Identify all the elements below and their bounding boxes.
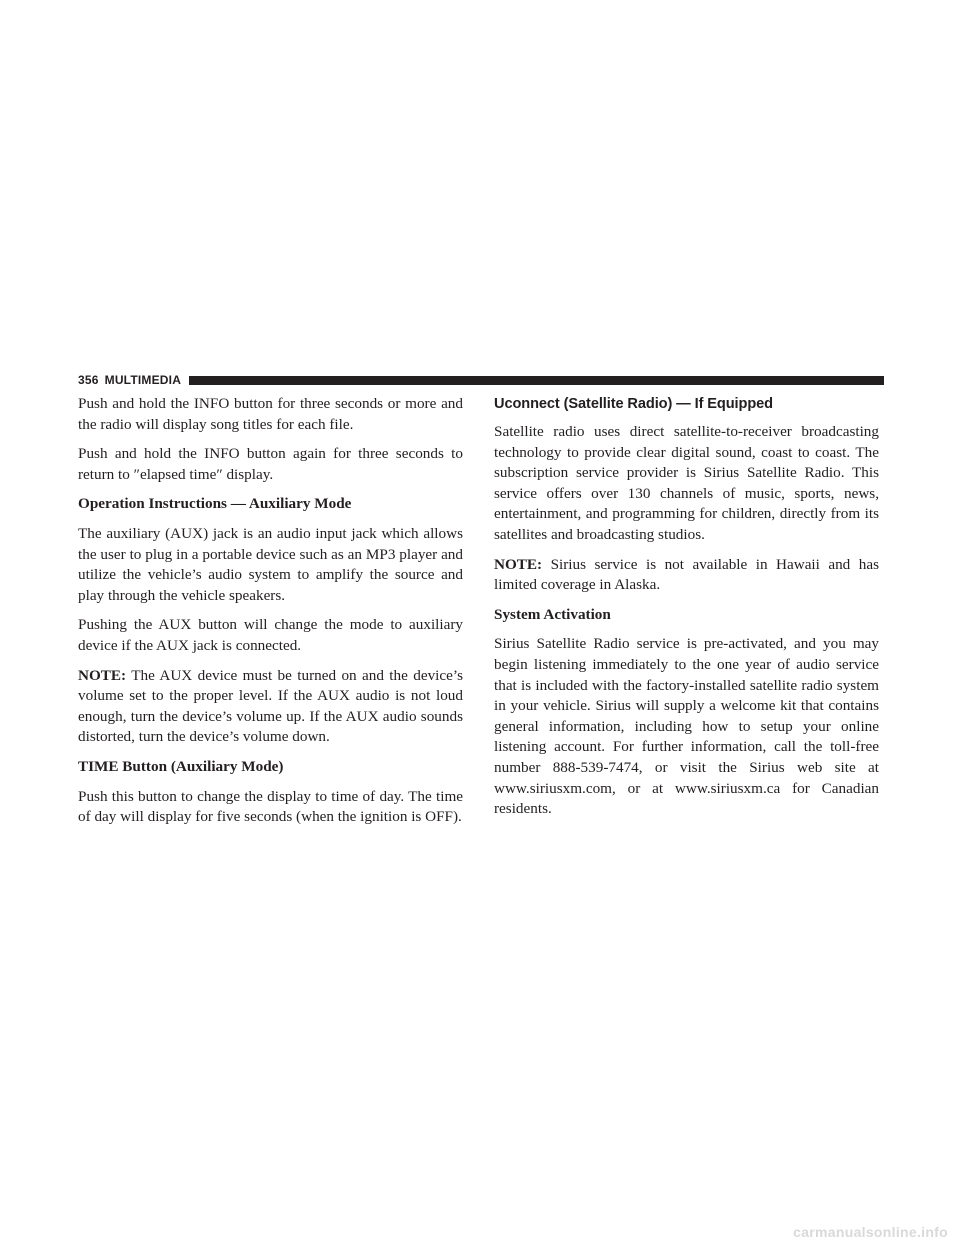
heading-satellite-radio: Uconnect (Satellite Radio) — If Equipped — [494, 396, 773, 412]
paragraph-aux-button: Pushing the AUX button will change the mode to auxiliary device if the AUX jack is connected. — [78, 616, 463, 654]
paragraph-info-hold: Push and hold the INFO button for three seconds or more and the radio will display song titles for each file. — [78, 395, 463, 433]
header-rule — [189, 376, 884, 385]
note-text: Sirius service is not available in Hawaii and has limited coverage in Alaska. — [494, 555, 879, 594]
note-aux-device — [78, 666, 463, 748]
heading-system-activation: System Activation — [494, 605, 611, 623]
heading-aux-mode: Operation Instructions — Auxiliary Mode — [78, 495, 352, 513]
heading-time-button: TIME Button (Auxiliary Mode) — [78, 757, 284, 775]
watermark: carmanualsonline.info — [793, 1224, 948, 1240]
paragraph-aux-jack: The auxiliary (AUX) jack is an audio input jack which allows the user to plug in a portable device such as an MP3 player and utilize the vehicle’s audio system to amplify the source and play through the vehicle speakers. — [78, 524, 463, 604]
left-column — [78, 394, 463, 837]
right-column — [494, 394, 879, 829]
paragraph-info-return: Push and hold the INFO button again for three seconds to return to ″elapsed time″ display. — [78, 445, 463, 483]
page-number: 356 — [78, 373, 99, 387]
note-sirius-coverage — [494, 555, 879, 596]
paragraph-satellite-radio: Satellite radio uses direct satellite-to-receiver broadcasting technology to provide clear digital sound, coast to coast. The subscription service provider is Sirius Satellite Radio. This service offers over 130 channels of music, sports, news, entertainment, and programming for children, directly from its satellites and broadcasting studios. — [494, 423, 879, 543]
paragraph-time-button: Push this button to change the display to time of day. The time of day will display for five seconds (when the ignition is OFF). — [78, 787, 463, 826]
note-text: The AUX device must be turned on and the device’s volume set to the proper level. If the AUX audio is not loud enough, turn the device’s volume up. If the AUX audio sounds distorted, turn the device’s volume down. — [78, 666, 463, 746]
page-header — [78, 372, 884, 388]
note-label: NOTE: — [78, 666, 127, 684]
section-title: MULTIMEDIA — [104, 373, 182, 387]
note-label: NOTE: — [494, 555, 543, 573]
paragraph-system-activation: Sirius Satellite Radio service is pre-activated, and you may begin listening immediately to the one year of audio service that is included with the factory-installed satellite radio system in your vehicle. Sirius will supply a welcome kit that contains general information, including how to setup your online listening account. For further information, call the toll-free number 888-539-7474, or visit the Sirius web site at www.siriusxm.com, or at www.siriusxm.ca for Canadian residents. — [494, 635, 879, 818]
